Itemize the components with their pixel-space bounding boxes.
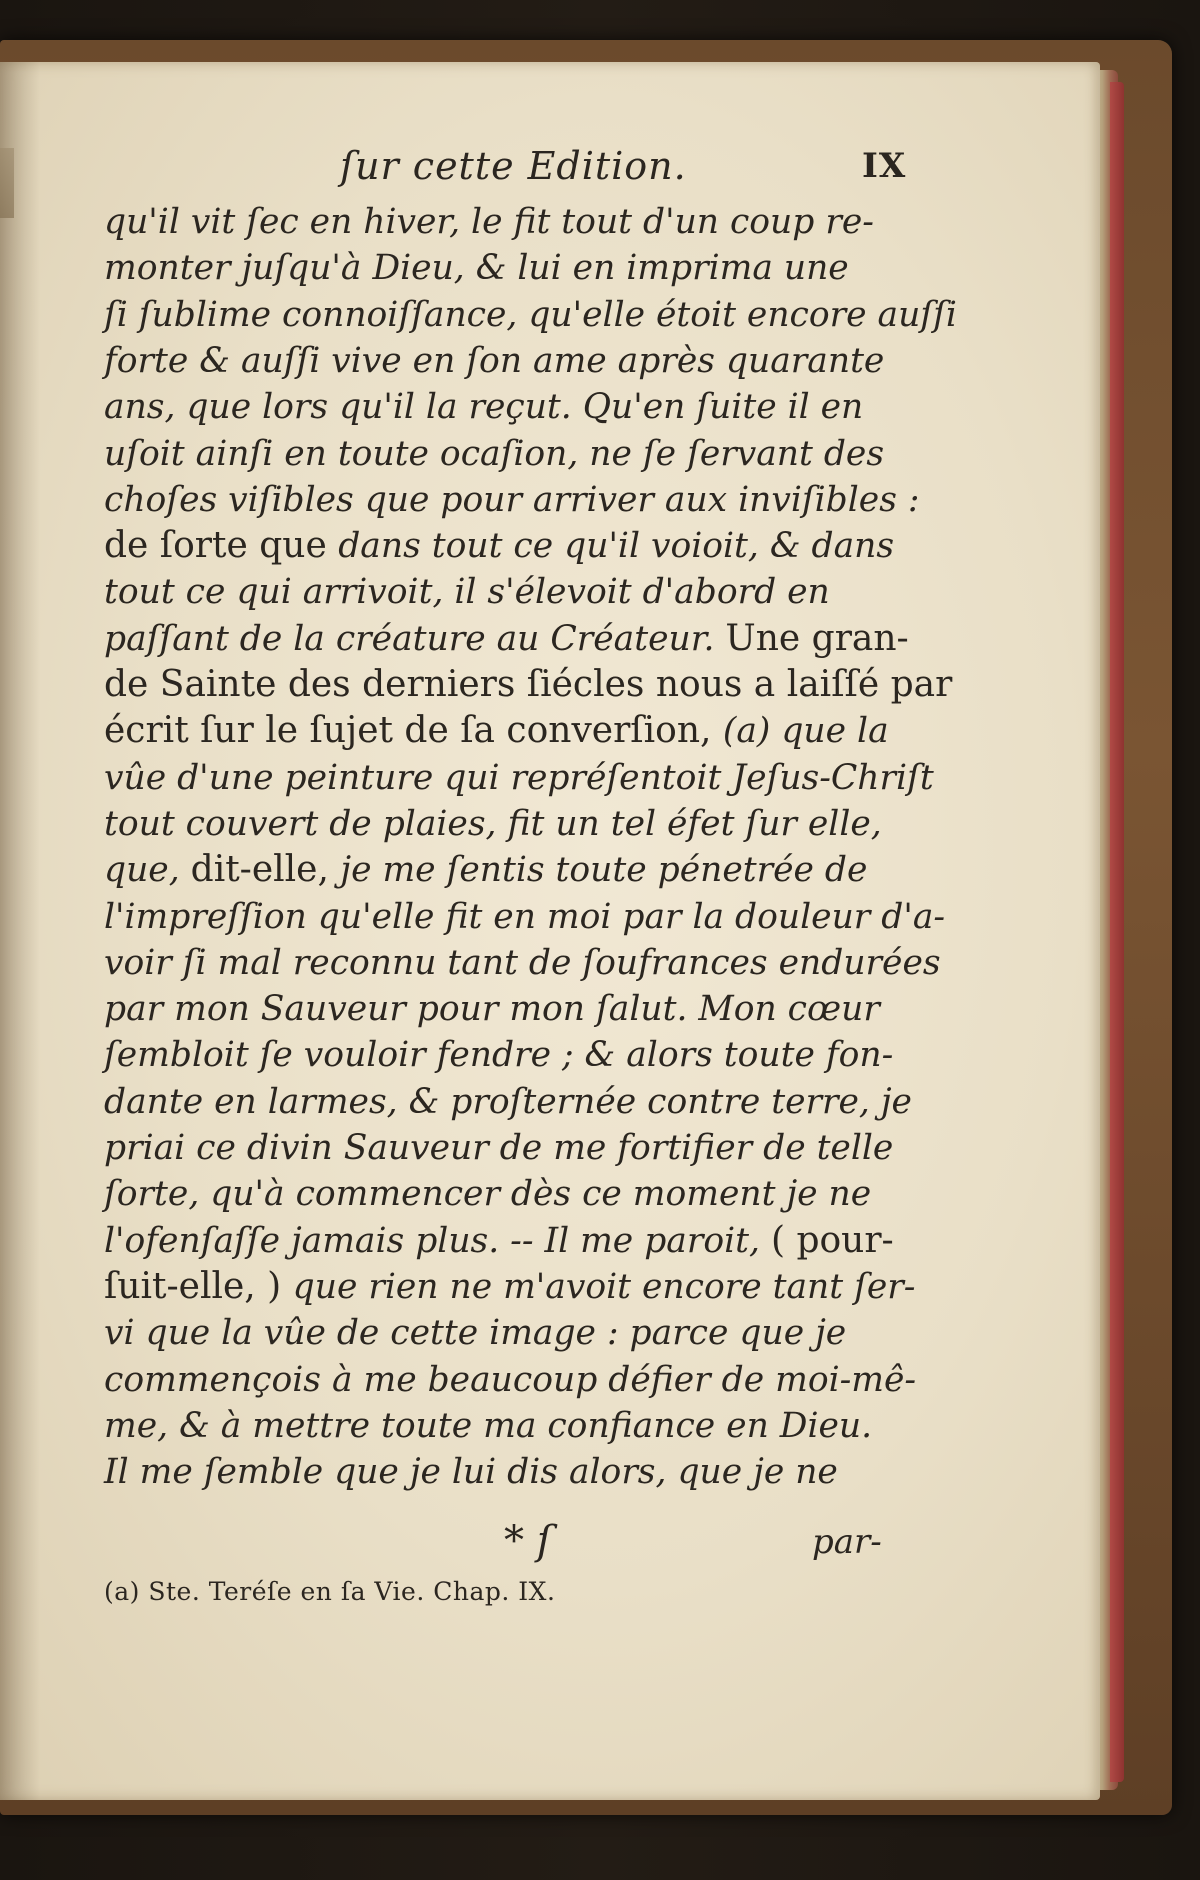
italic-text: par mon Sauveur pour mon ſalut. Mon cœur [104, 989, 880, 1030]
text-line [104, 479, 920, 520]
italic-text: ſorte, qu'à commencer dès ce moment je ne [104, 1174, 872, 1215]
italic-text: tout ce qui arrivoit, il s'élevoit d'abord en [104, 572, 830, 613]
text-line [104, 294, 957, 335]
text-line [104, 1452, 904, 1492]
italic-text: priai ce divin Sauveur de me fortifier de telle [104, 1128, 894, 1168]
catchword: par- [812, 1522, 882, 1562]
roman-text: ( pour- [770, 1219, 894, 1261]
text-line [104, 341, 904, 381]
text-line [104, 1128, 904, 1168]
page-number: IX [862, 146, 907, 186]
italic-text: l'ofenſaſſe jamais plus. -- Il me paroit, [104, 1220, 771, 1261]
italic-text: choſes viſibles que pour arriver aux inviſibles : [104, 479, 920, 520]
italic-text: qu'il vit ſec en hiver, le fit tout d'un coup re- [104, 202, 874, 242]
italic-text: paſſant de la créature au Créateur. [104, 618, 726, 659]
italic-text: dante en larmes, & proſternée contre terre, je [104, 1081, 912, 1122]
red-page-edge [1110, 82, 1124, 1782]
italic-text: ans, que lors qu'il la reçut. Qu'en ſuite il en [104, 387, 864, 428]
italic-text: je me ſentis toute pénetrée de [340, 850, 868, 891]
italic-text: que, [104, 850, 191, 891]
text-line [104, 1081, 912, 1122]
italic-text: dans tout ce qu'il voioit, & dans [338, 526, 895, 567]
italic-text: ſi ſublime connoiſſance, qu'elle étoit encore auſſi [104, 294, 957, 335]
running-head: ſur cette Edition. [340, 144, 687, 188]
text-line [104, 572, 904, 612]
italic-text: monter juſqu'à Dieu, & lui en imprima une [104, 248, 849, 289]
text-line [104, 896, 946, 937]
text-line [104, 434, 904, 474]
text-line [104, 664, 953, 705]
text-line [104, 1313, 904, 1353]
italic-text: voir ſi mal reconnu tant de ſoufrances endurées [104, 942, 941, 983]
italic-text: ſembloit ſe vouloir fendre ; & alors toute fon- [104, 1035, 894, 1076]
roman-text: écrit ſur le ſujet de ſa converſion, [104, 710, 723, 752]
italic-text: commençois à me beaucoup défier de moi-mê- [104, 1359, 917, 1400]
italic-text: l'impreſſion qu'elle fit en moi par la douleur d'a- [104, 896, 946, 937]
italic-text: vi que la vûe de cette image : parce que je [104, 1313, 847, 1354]
page-text [0, 62, 1100, 1800]
italic-text: (a) que la [722, 711, 889, 752]
italic-text: uſoit ainſi en toute ocaſion, ne ſe ſervant des [104, 433, 885, 474]
text-line [104, 711, 904, 751]
text-line [104, 1174, 904, 1214]
text-line [104, 1406, 904, 1446]
roman-text: dit-elle, [190, 849, 341, 891]
roman-text: de ſorte que [104, 525, 339, 567]
text-line [104, 757, 934, 798]
italic-text: me, & à mettre toute ma confiance en Dieu. [104, 1405, 873, 1446]
text-line [104, 617, 909, 659]
roman-text: Une gran- [725, 617, 909, 659]
text-line [104, 1035, 904, 1075]
italic-text: que rien ne m'avoit encore tant ſer- [292, 1266, 916, 1307]
roman-text: ſuit-elle, ) [104, 1265, 293, 1307]
text-line [104, 1265, 916, 1307]
italic-text: forte & auſſi vive en ſon ame après quarante [104, 340, 885, 381]
text-line [104, 1359, 917, 1400]
text-line [104, 942, 941, 983]
footnote: (a) Ste. Teréſe en ſa Vie. Chap. IX. [104, 1577, 556, 1606]
book-page [0, 62, 1100, 1800]
text-line [104, 248, 904, 288]
italic-text: tout couvert de plaies, fit un tel éfet ſur elle, [104, 803, 882, 844]
text-line [104, 850, 904, 890]
roman-text: de Sainte des derniers ſiécles nous a laiſſé par [104, 664, 953, 705]
text-line [104, 804, 904, 844]
text-line [104, 526, 904, 566]
italic-text: Il me ſemble que je lui dis alors, que je ne [104, 1452, 838, 1493]
text-line [104, 387, 904, 427]
text-line [104, 202, 904, 242]
text-line [104, 989, 904, 1029]
italic-text: vûe d'une peinture qui repréſentoit Jeſus-Chriſt [104, 757, 934, 798]
signature-mark: * ſ [504, 1518, 552, 1564]
text-line [104, 1221, 904, 1261]
